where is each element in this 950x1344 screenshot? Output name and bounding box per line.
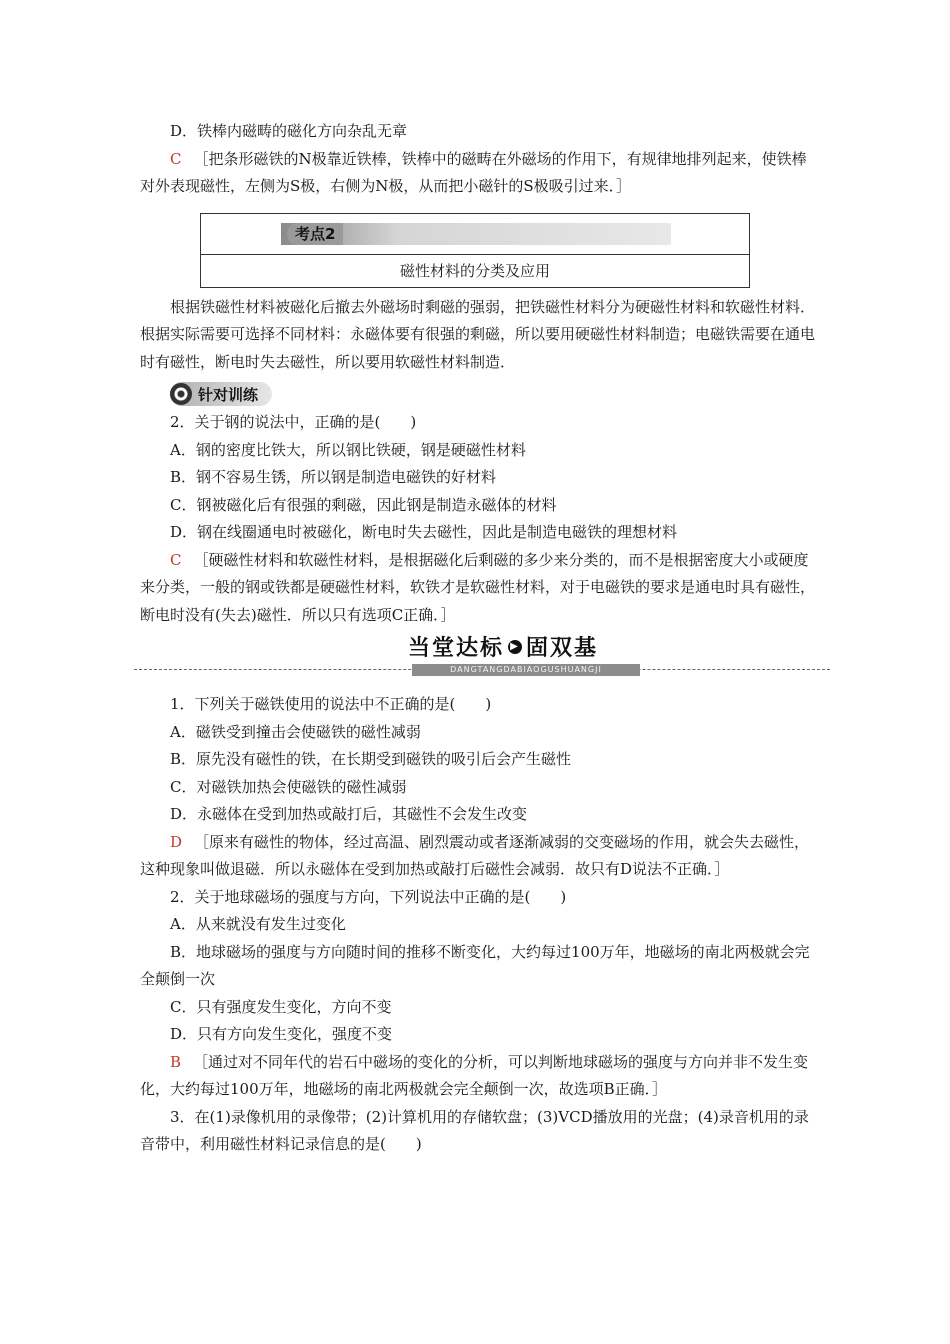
banner-subtitle: DANGTANGDABIAOGUSHUANGJI	[412, 664, 640, 676]
banner-title	[408, 631, 650, 662]
e1-option-b: B．原先没有磁性的铁，在长期受到磁铁的吸引后会产生磁性	[170, 750, 572, 768]
e2-option-c: C．只有强度发生变化，方向不变	[170, 997, 392, 1016]
intro-paragraph: 根据铁磁性材料被磁化后撤去外磁场时剩磁的强弱，把铁磁性材料分为硬磁性材料和软磁性材料．根据实际需要可选择不同材料：永磁体要有很强的剩磁，所以要用硬磁性材料制造；电磁铁需要在通电时有磁性，断电时失去磁性，所以要用软磁性材料制造．	[140, 297, 816, 371]
explanation-text: ［原来有磁性的物体，经过高温、剧烈震动或者逐渐减弱的交变磁场的作用，就会失去磁性，这种现象叫做退磁．所以永磁体在受到加热或敲打后磁性会减弱．故只有D说法不正确．］	[140, 832, 810, 878]
page-content	[140, 118, 820, 1159]
option-d: D．铁棒内磁畴的磁化方向杂乱无章	[170, 122, 408, 140]
e2-stem: 2．关于地球磁场的强度与方向，下列说法中正确的是( )	[170, 887, 567, 906]
kaodian-label: 考点2	[287, 223, 343, 245]
e1-answer	[140, 829, 820, 884]
q2-answer	[140, 547, 820, 630]
kaodian-box	[200, 213, 750, 288]
section-banner	[140, 631, 820, 683]
q2-option-d: D．钢在线圈通电时被磁化，断电时失去磁性，因此是制造电磁铁的理想材料	[170, 523, 678, 541]
explanation-text: ［硬磁性材料和软磁性材料，是根据磁化后剩磁的多少来分类的，而不是根据密度大小或硬度来分类，一般的钢或铁都是硬磁性材料，软铁才是软磁性材料，对于电磁铁的要求是通电时具有磁性，断电时没有(失去)磁性．所以只有选项C正确．］	[140, 550, 816, 624]
explanation-text: ［把条形磁铁的N极靠近铁棒，铁棒中的磁畴在外磁场的作用下，有规律地排列起来，使铁棒对外表现磁性，左侧为S极，右侧为N极，从而把小磁针的S极吸引过来．］	[140, 149, 807, 195]
answer-explanation	[140, 146, 820, 201]
explanation-text: ［通过对不同年代的岩石中磁场的变化的分析，可以判断地球磁场的强度与方向并非不发生变化，大约每过100万年，地磁场的南北两极就会完全颠倒一次，故选项B正确．］	[140, 1052, 809, 1098]
banner-right: 固双基	[526, 636, 599, 661]
target-icon	[170, 383, 192, 405]
e1-option-a: A．磁铁受到撞击会使磁铁的磁性减弱	[170, 722, 421, 741]
kaodian-title: 磁性材料的分类及应用	[201, 254, 749, 287]
answer-letter: B	[170, 1052, 182, 1071]
q2-stem: 2．关于钢的说法中，正确的是( )	[170, 413, 417, 431]
arrow-right-icon: ▶	[508, 640, 522, 654]
banner-left: 当堂达标	[408, 636, 505, 661]
answer-letter: C	[170, 550, 182, 569]
e3-stem: 3．在(1)录像机用的录像带；(2)计算机用的存储软盘；(3)VCD播放用的光盘；(4)录音机用的录音带中，利用磁性材料记录信息的是( )	[140, 1107, 809, 1153]
e1-option-c: C．对磁铁加热会使磁铁的磁性减弱	[170, 777, 407, 796]
e1-option-d: D．永磁体在受到加热或敲打后，其磁性不会发生改变	[170, 805, 528, 823]
q2-option-a: A．钢的密度比铁大，所以钢比铁硬，钢是硬磁性材料	[170, 440, 526, 459]
kaodian-pill	[281, 223, 671, 245]
e2-option-b: B．地球磁场的强度与方向随时间的推移不断变化，大约每过100万年，地磁场的南北两极就会完全颠倒一次	[140, 942, 810, 988]
e2-option-d: D．只有方向发生变化，强度不变	[170, 1025, 393, 1043]
q2-option-c: C．钢被磁化后有很强的剩磁，因此钢是制造永磁体的材料	[170, 495, 557, 514]
training-label: 针对训练	[198, 385, 259, 404]
e2-answer	[140, 1049, 820, 1104]
answer-letter: D	[170, 832, 183, 851]
answer-letter: C	[170, 149, 182, 168]
q2-option-b: B．钢不容易生锈，所以钢是制造电磁铁的好材料	[170, 468, 497, 486]
e1-stem: 1．下列关于磁铁使用的说法中不正确的是( )	[170, 695, 492, 713]
training-heading	[170, 382, 272, 406]
e2-option-a: A．从来就没有发生过变化	[170, 915, 346, 933]
